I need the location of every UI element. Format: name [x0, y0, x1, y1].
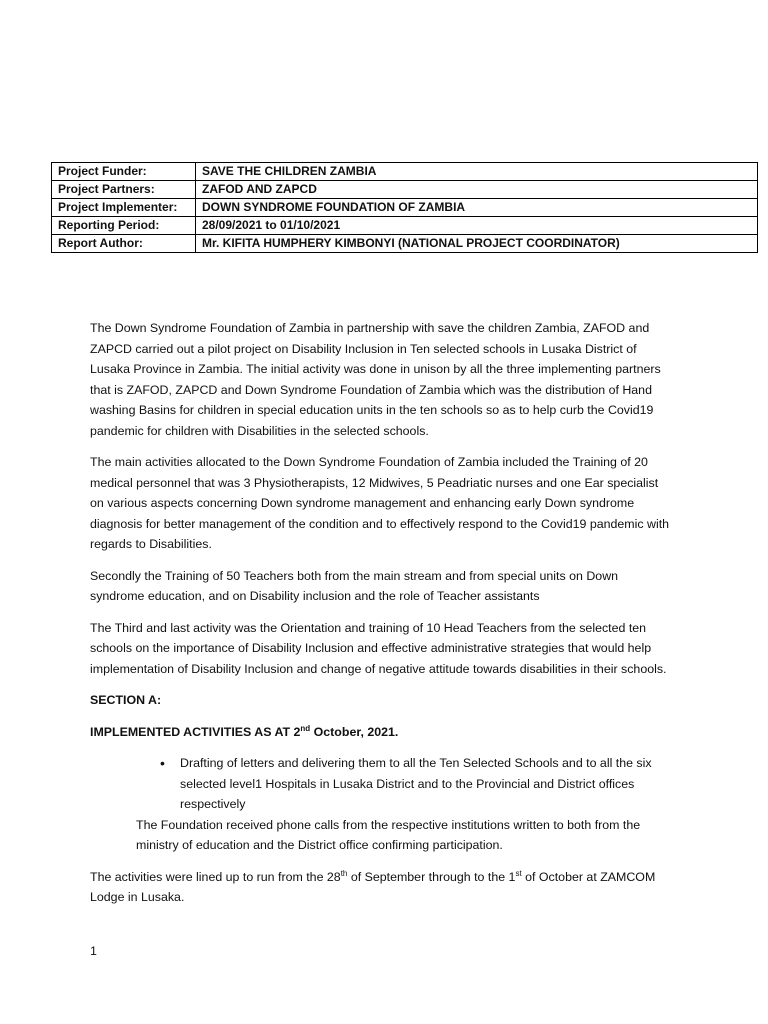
report-body: [90, 318, 674, 919]
page-number: 1: [90, 944, 97, 958]
ordinal-suffix: st: [515, 868, 522, 878]
row-label: Project Partners:: [52, 181, 196, 199]
row-value: ZAFOD AND ZAPCD: [196, 181, 758, 199]
heading-text: IMPLEMENTED ACTIVITIES AS AT 2: [90, 724, 301, 739]
project-info-table: [51, 162, 758, 253]
row-label: Report Author:: [52, 235, 196, 253]
table-row: [52, 235, 758, 253]
list-item: • Drafting of letters and delivering them to all the Ten Selected Schools and to all the six selected level1 Hospitals in Lusaka District and to the Provincial and District offices respectively: [180, 753, 674, 815]
row-label: Project Funder:: [52, 163, 196, 181]
closing-paragraph: [90, 867, 674, 908]
ordinal-suffix: nd: [300, 723, 311, 733]
teacher-training-paragraph: Secondly the Training of 50 Teachers both from the main stream and from special units on Down syndrome education, and on Disability inclusion and the role of Teacher assistants: [90, 568, 619, 603]
foundation-calls-paragraph: The Foundation received phone calls from the respective institutions written to both from the ministry of education and the District office confirming participation.: [136, 817, 641, 852]
table-row: [52, 217, 758, 235]
row-value: SAVE THE CHILDREN ZAMBIA: [196, 163, 758, 181]
main-activities-paragraph: The main activities allocated to the Down Syndrome Foundation of Zambia included the Training of 20 medical personnel that was 3 Physiotherapists, 12 Midwives, 5 Peadriatic nurses and one Ear specialist on various aspects concerning Down syndrome management and enhancing early Down syndrome diagnosis for better management of the condition and to effectively respond to the Covid19 pandemic with regards to Disabilities.: [90, 455, 670, 551]
head-teacher-paragraph: The Third and last activity was the Orientation and training of 10 Head Teachers from the selected ten schools on the importance of Disability Inclusion and effective administrative strategies that would help implementation of Disability Inclusion and change of negative attitude towards disabilities in their schools.: [90, 620, 667, 676]
ordinal-suffix: th: [340, 868, 348, 878]
closing-text: of September through to the 1: [347, 869, 516, 884]
implemented-activities-heading: [90, 722, 674, 743]
row-label: Reporting Period:: [52, 217, 196, 235]
row-value: 28/09/2021 to 01/10/2021: [196, 217, 758, 235]
row-value: Mr. KIFITA HUMPHERY KIMBONYI (NATIONAL PROJECT COORDINATOR): [196, 235, 758, 253]
table-row: [52, 181, 758, 199]
closing-text: The activities were lined up to run from the 28: [90, 869, 341, 884]
table-row: [52, 163, 758, 181]
intro-paragraph: The Down Syndrome Foundation of Zambia in partnership with save the children Zambia, ZAFOD and ZAPCD carried out a pilot project on Disability Inclusion in Ten selected schools in Lusaka District of Lusaka Province in Zambia. The initial activity was done in unison by all the three implementing partners that is ZAFOD, ZAPCD and Down Syndrome Foundation of Zambia which was the distribution of Hand washing Basins for children in special education units in the ten schools so as to help curb the Covid19 pandemic for children with Disabilities in the selected schools.: [90, 321, 661, 438]
row-label: Project Implementer:: [52, 199, 196, 217]
heading-text-end: October, 2021.: [310, 724, 399, 739]
section-heading: SECTION A:: [90, 693, 162, 707]
row-value: DOWN SYNDROME FOUNDATION OF ZAMBIA: [196, 199, 758, 217]
table-row: [52, 199, 758, 217]
activity-bullet-list: [90, 753, 674, 815]
closing-text: of October at ZAMCOM Lodge in Lusaka.: [90, 869, 656, 904]
